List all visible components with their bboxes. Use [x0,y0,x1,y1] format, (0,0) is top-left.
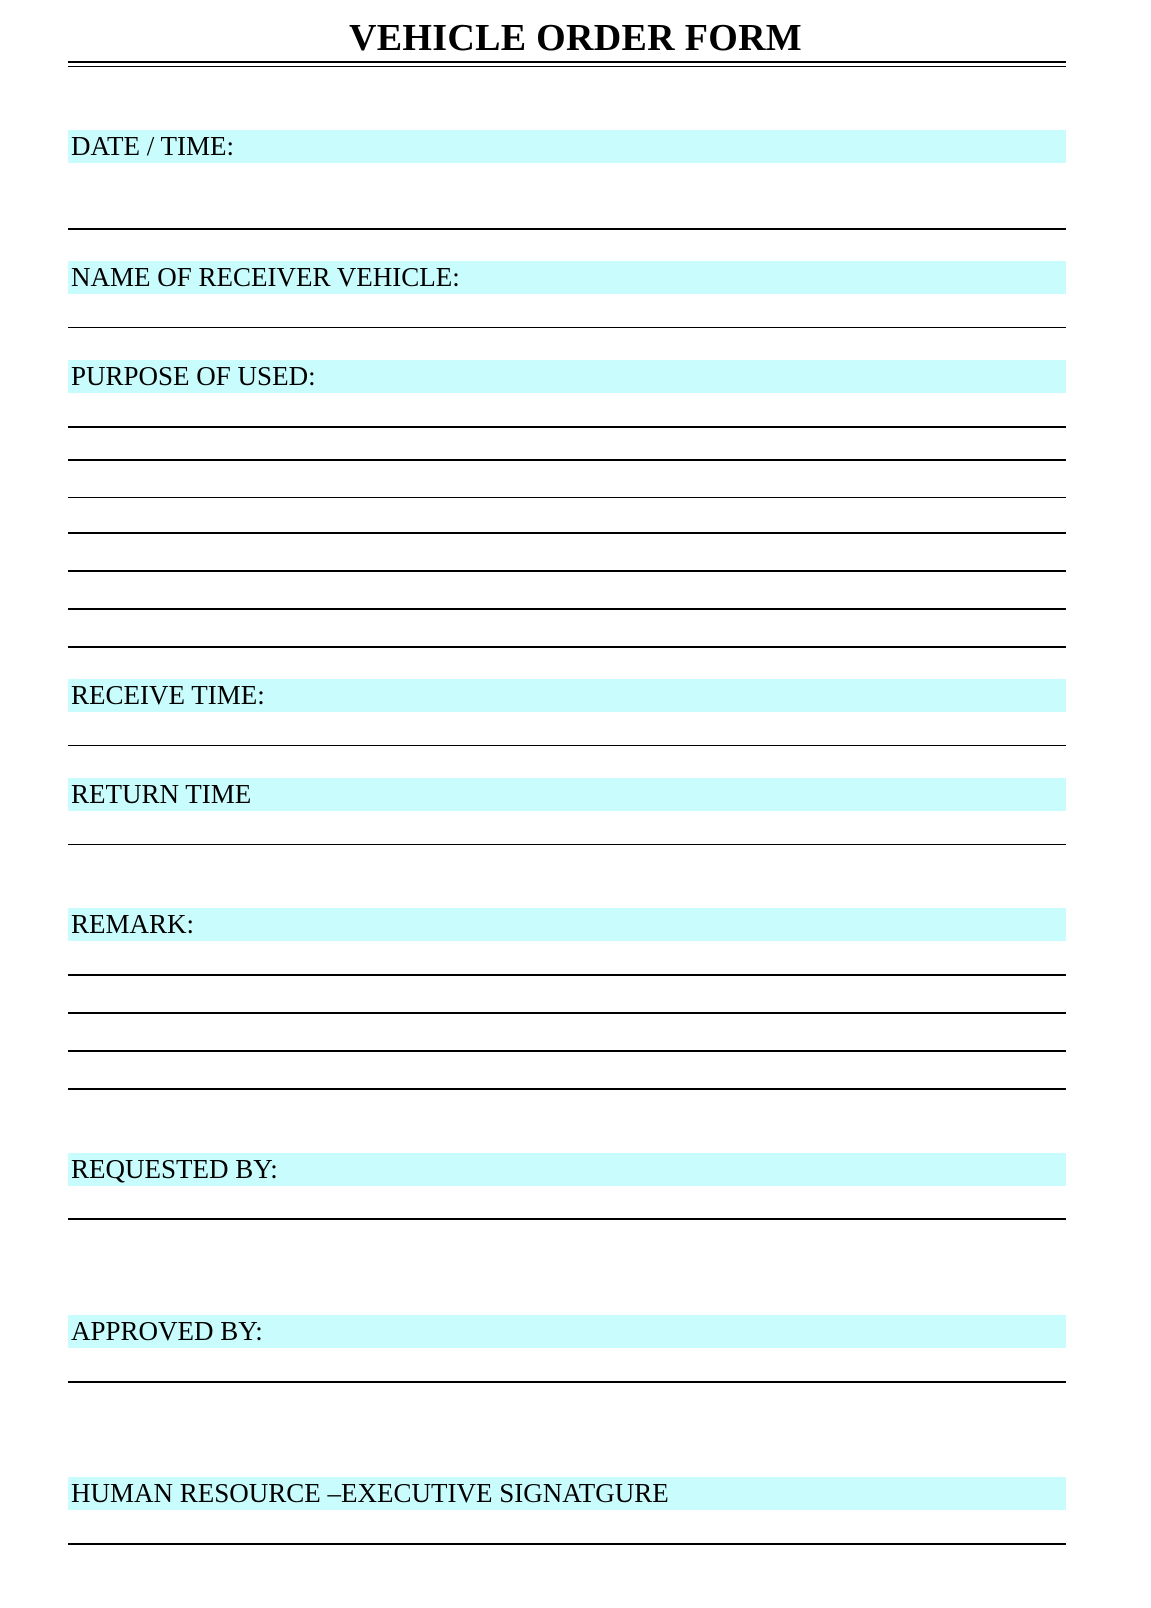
requested-by-signature-line[interactable] [68,1218,1066,1220]
title-divider-secondary [68,66,1066,67]
receiver-name-entry-line[interactable] [68,327,1066,328]
receive-time-label: RECEIVE TIME: [71,680,265,710]
requested-by-label: REQUESTED BY: [71,1154,278,1184]
approved-by-label-band [68,1315,1066,1348]
purpose-entry-line[interactable] [68,497,1066,498]
receiver-name-label-band [68,261,1066,294]
receive-time-label-band [68,679,1066,712]
date-time-label-band [68,130,1066,163]
purpose-entry-line[interactable] [68,608,1066,610]
purpose-entry-line[interactable] [68,426,1066,428]
title-divider [68,61,1066,63]
remark-entry-line[interactable] [68,1012,1066,1014]
date-time-entry-line[interactable] [68,228,1066,230]
approved-by-signature-line[interactable] [68,1381,1066,1383]
receive-time-entry-line[interactable] [68,745,1066,746]
return-time-label: RETURN TIME [71,779,252,809]
purpose-entry-line[interactable] [68,570,1066,572]
date-time-label: DATE / TIME: [71,131,234,161]
requested-by-label-band [68,1153,1066,1186]
remark-entry-line[interactable] [68,1050,1066,1052]
purpose-label-band [68,360,1066,393]
purpose-label: PURPOSE OF USED: [71,361,316,391]
form-title: VEHICLE ORDER FORM [349,17,802,59]
hr-signature-label: HUMAN RESOURCE –EXECUTIVE SIGNATGURE [71,1478,669,1508]
return-time-entry-line[interactable] [68,844,1066,845]
approved-by-label: APPROVED BY: [71,1316,263,1346]
hr-signature-label-band [68,1477,1066,1510]
remark-entry-line[interactable] [68,1088,1066,1090]
remark-label-band [68,908,1066,941]
hr-signature-line[interactable] [68,1543,1066,1545]
remark-entry-line[interactable] [68,974,1066,976]
receiver-name-label: NAME OF RECEIVER VEHICLE: [71,262,460,292]
purpose-entry-line[interactable] [68,532,1066,534]
purpose-entry-line[interactable] [68,459,1066,461]
purpose-entry-line[interactable] [68,646,1066,648]
remark-label: REMARK: [71,909,195,939]
return-time-label-band [68,778,1066,811]
